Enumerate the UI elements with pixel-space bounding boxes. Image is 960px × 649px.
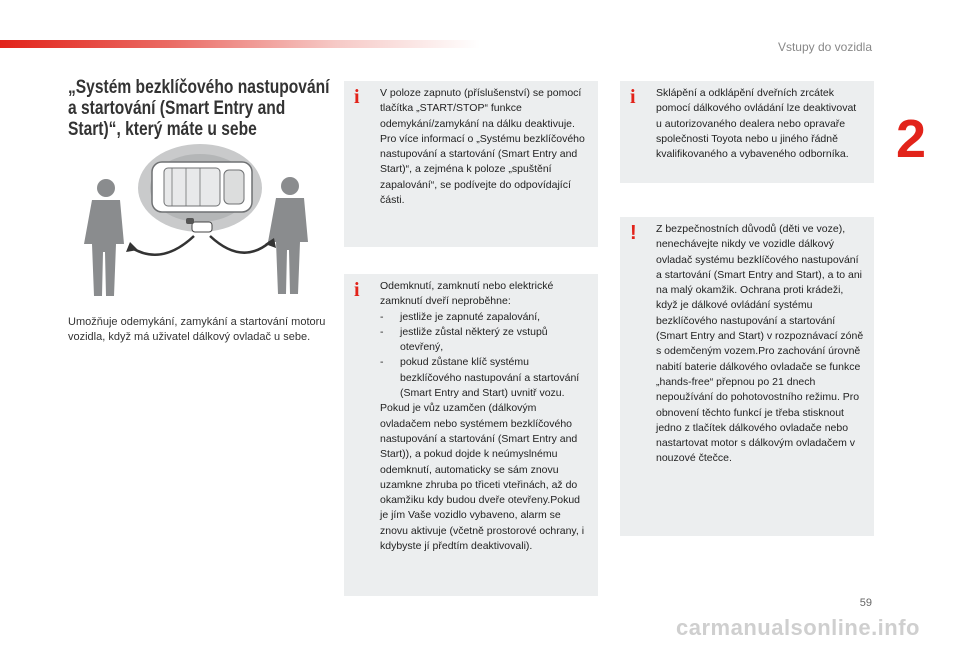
info-box-paragraph: V poloze zapnuto (příslušenství) se pomocí tlačítka „START/STOP“ funkce odemykání/zamykání na dálku deaktivuje. <box>380 87 582 130</box>
person-right-icon <box>268 177 308 294</box>
info-box-paragraph: Pro více informací o „Systému bezklíčového nastupování a startování (Smart Entry and Start)“, a zejména k poloze „spuštění zapalování“, se podívejte do odpovídající části. <box>380 132 585 207</box>
smart-entry-illustration <box>82 140 312 300</box>
info-icon: i <box>354 86 360 108</box>
condition-list <box>380 310 588 402</box>
page-heading: „Systém bezklíčového nastupování a startování (Smart Entry and Start)“, který máte u sebe <box>68 77 330 140</box>
person-left-icon <box>84 179 124 296</box>
info-box-start-stop <box>344 81 598 247</box>
info-box-mirrors <box>620 81 874 183</box>
section-title: Vstupy do vozidla <box>777 40 872 54</box>
info-box-lock-conditions <box>344 274 598 596</box>
info-icon: i <box>630 86 636 108</box>
range-arrows-icon <box>132 236 270 255</box>
page-number: 59 <box>859 597 872 609</box>
list-item: - jestliže je zapnuté zapalování, <box>380 310 588 325</box>
chapter-number: 2 <box>895 109 926 169</box>
info-box-intro: Odemknutí, zamknutí nebo elektrické zamknutí dveří neproběhne: <box>380 280 554 308</box>
info-box-paragraph: Sklápění a odklápění dveřních zrcátek pomocí dálkového ovládání lze deaktivovat u autorizovaného dealera nebo opravaře společnosti Toyota nebo u jiného řádně kvalifikovaného a vybaveného odborníka. <box>656 87 857 161</box>
warning-icon: ! <box>630 222 637 244</box>
warning-paragraph: Z bezpečnostních důvodů (děti ve voze), nenechávejte nikdy ve vozidle dálkový ovladač systému bezklíčového nastupování a startování (Smart Entry and Start), a to ani na malý okamžik. Ochrana proti krádeži, když je dálkové ovládání systému bezklíčového nastupování a startování (Smart Entry and Start) v rozpoznávací zóně s odemčeným vozem.Pro zachování úrovně nabití baterie dálkového ovladače se funkce „hands-free“ přepnou po 21 dnech nepoužívání do pohotovostního režimu. Pro obnovení těchto funkcí je třeba stisknout jedno z tlačítek dálkového ovladače nebo nastartovat motor s dálkovým ovladačem v nouzové čtečce. <box>656 223 864 465</box>
watermark: carmanualsonline.info <box>676 615 920 640</box>
info-icon: i <box>354 279 360 301</box>
list-item: - pokud zůstane klíč systému bezklíčového nastupování a startování (Smart Entry and Start) uvnitř vozu. <box>380 355 588 401</box>
car-icon <box>152 162 252 212</box>
header-accent-bar <box>0 40 480 48</box>
warning-box-safety <box>620 217 874 536</box>
intro-text: Umožňuje odemykání, zamykání a startování motoru vozidla, když má uživatel dálkový ovladač u sebe. <box>68 316 326 343</box>
info-box-outro: Pokud je vůz uzamčen (dálkovým ovladačem nebo systémem bezklíčového nastupování a startování (Smart Entry and Start)), a pokud dojde k neúmyslnému odemknutí, automaticky se sám znovu uzamkne zhruba po třiceti vteřinách, až do okamžiku kdy budou dveře otevřeny.Pokud je jím Vaše vozidlo vybaveno, alarm se znovu aktivuje (včetně prostorové ochrany, i kdybyste jí předtím deaktivovali). <box>380 402 585 553</box>
list-item: - jestliže zůstal některý ze vstupů otevřený, <box>380 325 588 356</box>
